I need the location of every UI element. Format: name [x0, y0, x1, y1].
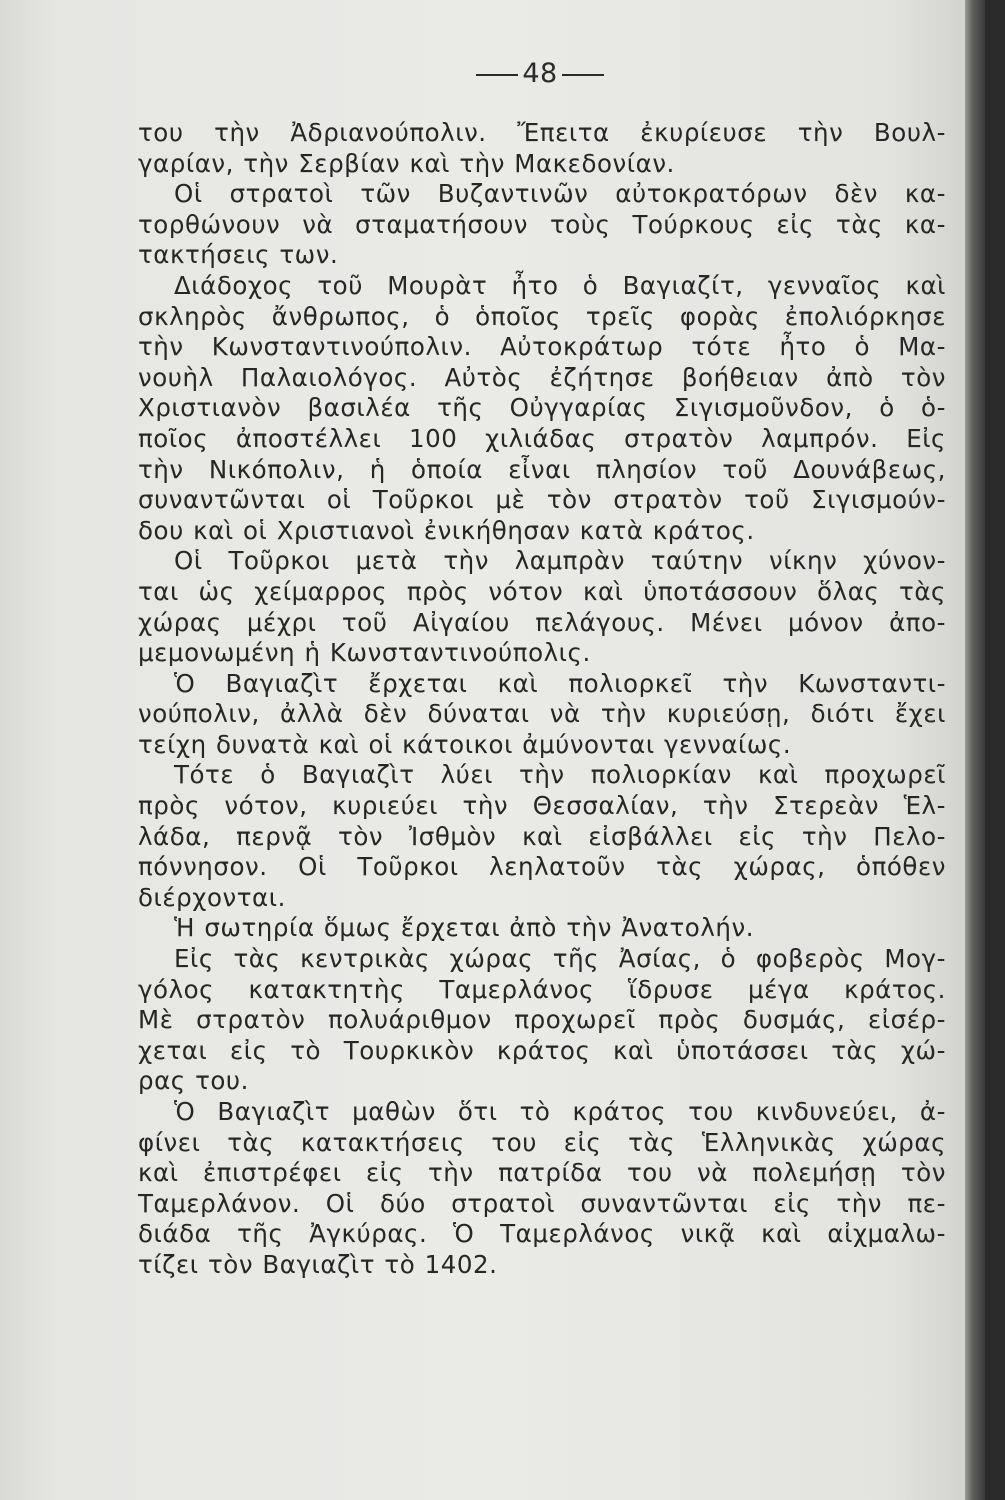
text-line: δου καὶ οἱ Χριστιανοὶ ἐνικήθησαν κατὰ κράτος. — [138, 515, 755, 545]
page-number: 48 — [522, 58, 558, 89]
text-line: φίνει τὰς κατακτήσεις του εἰς τὰς Ἑλληνικὰς χώρας — [138, 1127, 946, 1157]
header-dash-right — [562, 74, 604, 76]
text-line: χώρας μέχρι τοῦ Αἰγαίου πελάγους. Μένει μόνον ἀπο- — [138, 607, 946, 637]
text-line: Χριστιανὸν βασιλέα τῆς Οὐγγαρίας Σιγισμοῦνδον, ὁ ὁ- — [138, 393, 946, 423]
text-line: γαρίαν, τὴν Σερβίαν καὶ τὴν Μακεδονίαν. — [138, 148, 675, 178]
text-line: λάδα, περνᾷ τὸν Ἰσθμὸν καὶ εἰσβάλλει εἰς τὴν Πελο- — [138, 821, 946, 851]
text-line: μεμονωμένη ἡ Κωνσταντινούπολις. — [138, 638, 591, 668]
text-line: Διάδοχος τοῦ Μουρὰτ ἦτο ὁ Βαγιαζίτ, γενναῖος καὶ — [174, 270, 946, 300]
text-line: Ὁ Βαγιαζὶτ μαθὼν ὅτι τὸ κράτος του κινδυνεύει, ἀ- — [174, 1097, 946, 1126]
text-line: Εἰς τὰς κεντρικὰς χώρας τῆς Ἀσίας, ὁ φοβερὸς Μογ- — [174, 944, 946, 974]
text-line: πρὸς νότον, κυριεύει τὴν Θεσσαλίαν, τὴν Στερεὰν Ἑλ- — [138, 791, 946, 821]
text-line: διέρχονται. — [138, 882, 286, 912]
text-line: τίζει τὸν Βαγιαζὶτ τὸ 1402. — [138, 1249, 498, 1279]
text-line: του τὴν Ἀδριανούπολιν. Ἔπειτα ἐκυρίευσε τὴν Βουλ- — [138, 118, 946, 147]
text-line: σκληρὸς ἄνθρωπος, ὁ ὁποῖος τρεῖς φορὰς ἐπολιόρκησε — [138, 301, 946, 331]
text-line: γόλος κατακτητὴς Ταμερλάνος ἵδρυσε μέγα κράτος. — [138, 974, 946, 1004]
text-line: Οἱ Τοῦρκοι μετὰ τὴν λαμπρὰν ταύτην νίκην χύνον- — [174, 546, 946, 576]
text-line: ποῖος ἀποστέλλει 100 χιλιάδας στρατὸν λαμπρόν. Εἰς — [138, 423, 946, 453]
text-line: συναντῶνται οἱ Τοῦρκοι μὲ τὸν στρατὸν τοῦ Σιγισμούν- — [138, 485, 946, 515]
text-line: χεται εἰς τὸ Τουρκικὸν κράτος καὶ ὑποτάσσει τὰς χώ- — [138, 1035, 946, 1065]
text-line: διάδα τῆς Ἀγκύρας. Ὁ Ταμερλάνος νικᾷ καὶ αἰχμαλω- — [138, 1219, 946, 1249]
text-line: τὴν Κωνσταντινούπολιν. Αὐτοκράτωρ τότε ἦτο ὁ Μα- — [138, 332, 946, 362]
text-body — [138, 118, 946, 1281]
text-line: τορθώνουν νὰ σταματήσουν τοὺς Τούρκους εἰς τὰς κα- — [138, 209, 946, 239]
text-line: καὶ ἐπιστρέφει εἰς τὴν πατρίδα του νὰ πολεμήσῃ τὸν — [138, 1158, 946, 1188]
text-line: ται ὡς χείμαρρος πρὸς νότον καὶ ὑποτάσσουν ὅλας τὰς — [138, 576, 946, 606]
book-spine-edge — [965, 0, 985, 1500]
header-dash-left — [476, 74, 518, 76]
text-line: Ὁ Βαγιαζὶτ ἔρχεται καὶ πολιορκεῖ τὴν Κωνσταντι- — [174, 668, 946, 698]
text-line: νούπολιν, ἀλλὰ δὲν δύναται νὰ τὴν κυριεύσῃ, διότι ἔχει — [138, 699, 946, 729]
text-line: πόννησον. Οἱ Τοῦρκοι λεηλατοῦν τὰς χώρας, ὁπόθεν — [138, 852, 946, 882]
text-line: Τότε ὁ Βαγιαζὶτ λύει τὴν πολιορκίαν καὶ προχωρεῖ — [174, 760, 946, 790]
page-number-header — [0, 58, 985, 89]
text-line: Οἱ στρατοὶ τῶν Βυζαντινῶν αὐτοκρατόρων δὲν κα- — [174, 179, 946, 209]
text-line: τὴν Νικόπολιν, ἡ ὁποία εἶναι πλησίον τοῦ Δουνάβεως, — [138, 454, 946, 484]
text-line: Ἡ σωτηρία ὅμως ἔρχεται ἀπὸ τὴν Ἀνατολήν. — [174, 913, 755, 943]
text-line: ρας του. — [138, 1066, 249, 1096]
text-line: τείχη δυνατὰ καὶ οἱ κάτοικοι ἀμύνονται γενναίως. — [138, 729, 792, 759]
text-line: τακτήσεις των. — [138, 240, 339, 270]
text-line: νουὴλ Παλαιολόγος. Αὐτὸς ἐζήτησε βοήθειαν ἀπὸ τὸν — [138, 362, 946, 392]
text-line: Ταμερλάνον. Οἱ δύο στρατοὶ συναντῶνται εἰς τὴν πε- — [138, 1188, 946, 1218]
text-line: Μὲ στρατὸν πολυάριθμον προχωρεῖ πρὸς δυσμάς, εἰσέρ- — [138, 1005, 946, 1035]
